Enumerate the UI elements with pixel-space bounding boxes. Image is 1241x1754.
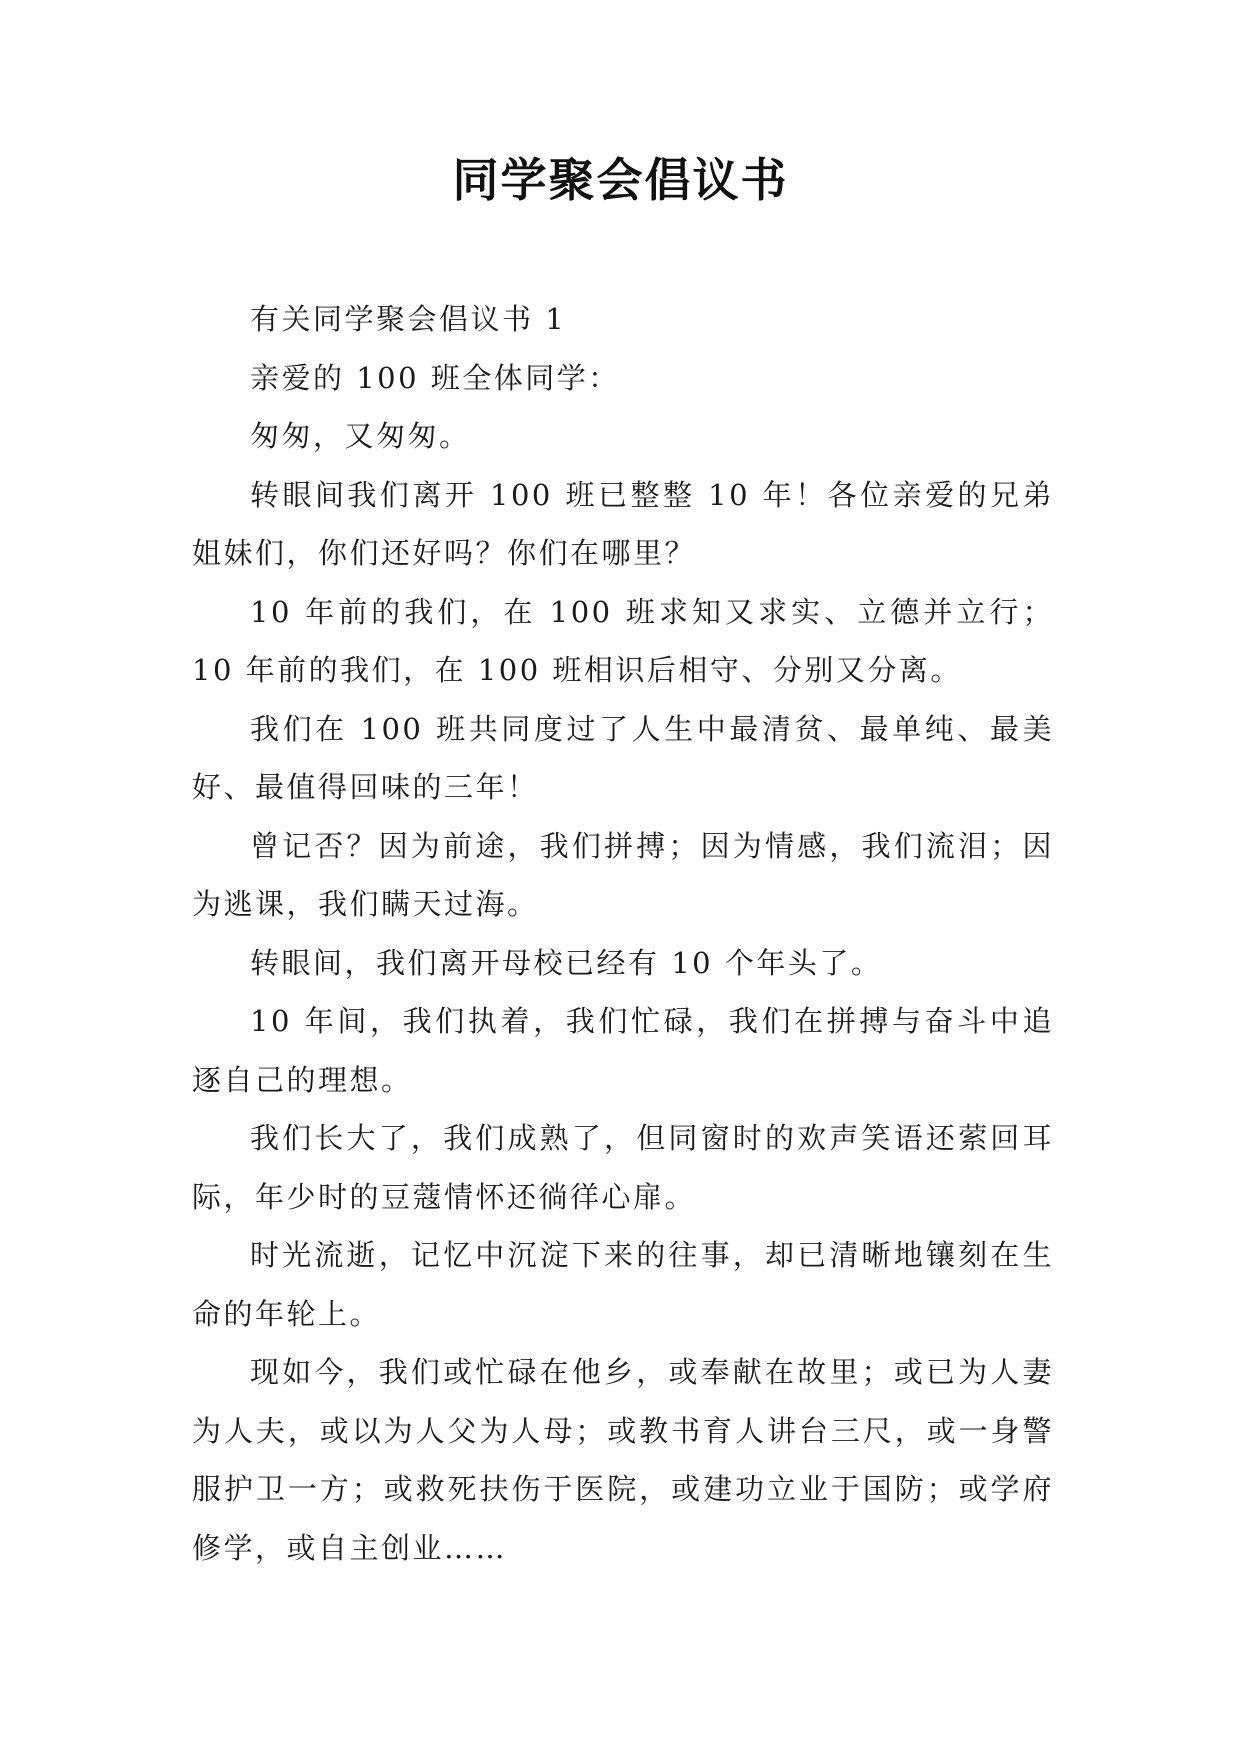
paragraph: 我们在 100 班共同度过了人生中最清贫、最单纯、最美好、最值得回味的三年！ <box>192 711 1054 804</box>
paragraph: 匆匆，又匆匆。 <box>250 419 471 453</box>
paragraph: 我们长大了，我们成熟了，但同窗时的欢声笑语还萦回耳际，年少时的豆蔻情怀还徜徉心扉。 <box>192 1121 1054 1214</box>
paragraph: 时光流逝，记忆中沉淀下来的往事，却已清晰地镶刻在生命的年轮上。 <box>192 1238 1054 1331</box>
paragraph: 10 年间，我们执着，我们忙碌，我们在拼搏与奋斗中追逐自己的理想。 <box>192 1004 1054 1097</box>
paragraph: 现如今，我们或忙碌在他乡，或奉献在故里；或已为人妻为人夫，或以为人父为人母；或教书育人讲台三尺，或一身警服护卫一方；或救死扶伤于医院，或建功立业于国防；或学府修学，或自主创业…… <box>192 1355 1054 1565</box>
paragraph: 转眼间我们离开 100 班已整整 10 年！各位亲爱的兄弟姐妹们，你们还好吗？你们在哪里？ <box>192 477 1054 570</box>
paragraph: 转眼间，我们离开母校已经有 10 个年头了。 <box>250 945 883 980</box>
paragraph-heading: 有关同学聚会倡议书 1 <box>250 302 567 336</box>
document-title: 同学聚会倡议书 <box>452 153 789 207</box>
document-body <box>192 290 1054 1577</box>
paragraph-salutation: 亲爱的 100 班全体同学： <box>250 360 620 395</box>
paragraph: 曾记否？因为前途，我们拼搏；因为情感，我们流泪；因为逃课，我们瞒天过海。 <box>192 828 1054 921</box>
paragraph: 10 年前的我们，在 100 班求知又求实、立德并立行；10 年前的我们，在 100 班相识后相守、分别又分离。 <box>192 594 1054 687</box>
